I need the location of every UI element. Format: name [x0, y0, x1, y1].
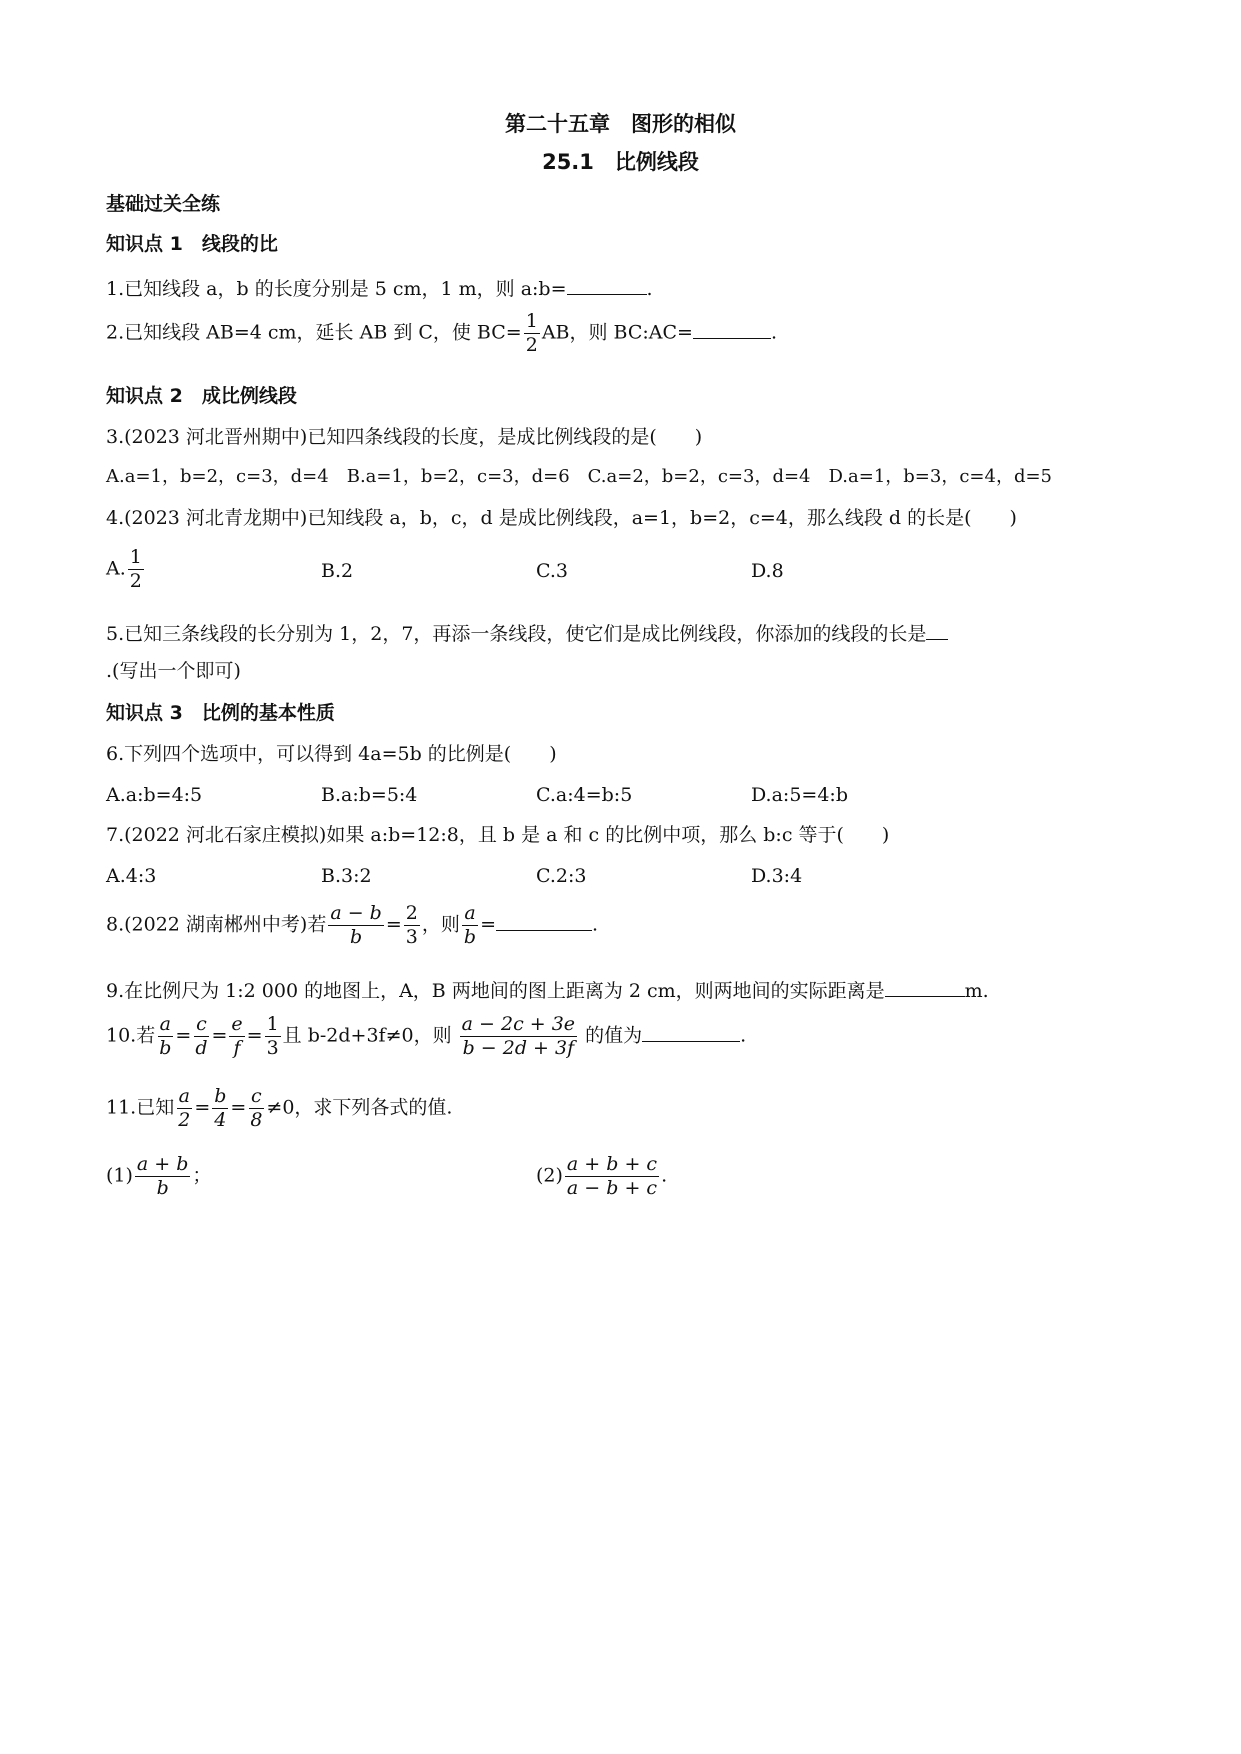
question-10: 10.若 $\frac{a}{b}$ = $\frac{c}{d}$ = $\frac{e}{f}$ = $\frac{1}{3}$ 且 b-2d+3f≠0，则 $\frac{a - 2c + 3e}{b - 2d + 3f}$ 的值为 .	[106, 1013, 747, 1059]
question-6-option-c: C.a:4=b:5	[536, 784, 633, 806]
chapter-title: 第二十五章 图形的相似	[505, 112, 736, 136]
practice-heading: 基础过关全练	[106, 193, 221, 215]
knowledge-point-2: 知识点 2 成比例线段	[106, 385, 297, 407]
question-2: 2.已知线段 AB=4 cm，延长 AB 到 C，使 BC= $\frac{1}{2}$ AB，则 BC:AC= .	[106, 310, 778, 356]
fraction: $\frac{a}{b}$	[159, 1013, 172, 1059]
section-title: 25.1 比例线段	[542, 150, 699, 174]
fraction: $\frac{a - b}{b}$	[330, 902, 382, 948]
fraction: $\frac{a + b}{b}$	[136, 1153, 189, 1199]
fraction: $\frac{1}{3}$	[266, 1013, 279, 1059]
fraction: $\frac{1}{2}$	[525, 310, 538, 356]
question-7-option-d: D.3:4	[751, 865, 803, 887]
answer-blank[interactable]	[567, 276, 647, 295]
question-6: 6.下列四个选项中，可以得到 4a=5b 的比例是( )	[106, 743, 557, 765]
question-11-part-1: (1) $\frac{a + b}{b}$ ；	[106, 1153, 212, 1199]
fraction: $\frac{a}{b}$	[463, 902, 477, 948]
fraction: $\frac{a - 2c + 3e}{b - 2d + 3f}$	[461, 1013, 576, 1059]
fraction: $\frac{e}{f}$	[231, 1013, 243, 1059]
fraction: $\frac{2}{3}$	[405, 902, 418, 948]
fraction: $\frac{a}{2}$	[178, 1085, 191, 1131]
question-11: 11.已知 $\frac{a}{2}$ = $\frac{b}{4}$ = $\frac{c}{8}$ ≠0，求下列各式的值.	[106, 1085, 453, 1131]
question-6-option-a: A.a:b=4:5	[106, 784, 203, 806]
answer-blank[interactable]	[693, 320, 771, 339]
knowledge-point-1: 知识点 1 线段的比	[106, 233, 278, 255]
question-4: 4.(2023 河北青龙期中)已知线段 a，b，c，d 是成比例线段，a=1，b=2，c=4，那么线段 d 的长是( )	[106, 507, 1017, 529]
question-4-option-a: A. $\frac{1}{2}$	[106, 546, 142, 592]
answer-blank[interactable]	[885, 978, 965, 997]
fraction: $\frac{c}{d}$	[195, 1013, 208, 1059]
question-7: 7.(2022 河北石家庄模拟)如果 a:b=12:8，且 b 是 a 和 c 的比例中项，那么 b:c 等于( )	[106, 824, 890, 846]
question-9: 9.在比例尺为 1:2 000 的地图上，A，B 两地间的图上距离为 2 cm，则两地间的实际距离是 m.	[106, 980, 989, 1002]
fraction: $\frac{b}{4}$	[214, 1085, 227, 1131]
question-4-option-b: B.2	[321, 560, 354, 582]
question-3-options: A.a=1，b=2，c=3，d=4 B.a=1，b=2，c=3，d=6 C.a=2，b=2，c=3，d=4 D.a=1，b=3，c=4，d=5	[106, 466, 1053, 487]
question-6-option-b: B.a:b=5:4	[321, 784, 418, 806]
question-8: 8.(2022 湖南郴州中考)若 $\frac{a - b}{b}$ = $\frac{2}{3}$ ，则 $\frac{a}{b}$ = .	[106, 902, 599, 948]
question-4-option-c: C.3	[536, 560, 568, 582]
question-1: 1.已知线段 a，b 的长度分别是 5 cm，1 m，则 a:b= .	[106, 278, 653, 300]
answer-blank[interactable]	[926, 621, 948, 640]
fraction: $\frac{a + b + c}{a - b + c}$	[566, 1153, 658, 1199]
question-5-line-2: .(写出一个即可)	[106, 660, 241, 682]
question-3: 3.(2023 河北晋州期中)已知四条线段的长度，是成比例线段的是( )	[106, 426, 703, 448]
knowledge-point-3: 知识点 3 比例的基本性质	[106, 702, 335, 724]
question-7-option-a: A.4:3	[106, 865, 157, 887]
question-5: 5.已知三条线段的长分别为 1，2，7，再添一条线段，使它们是成比例线段，你添加的线段的长是	[106, 621, 948, 644]
question-11-part-2: (2) $\frac{a + b + c}{a - b + c}$ .	[536, 1153, 668, 1199]
question-6-option-d: D.a:5=4:b	[751, 784, 848, 806]
question-7-option-c: C.2:3	[536, 865, 587, 887]
question-4-option-d: D.8	[751, 560, 784, 582]
fraction: $\frac{1}{2}$	[129, 546, 142, 592]
fraction: $\frac{c}{8}$	[250, 1085, 263, 1131]
question-7-option-b: B.3:2	[321, 865, 372, 887]
answer-blank[interactable]	[496, 912, 592, 931]
answer-blank[interactable]	[642, 1023, 740, 1042]
